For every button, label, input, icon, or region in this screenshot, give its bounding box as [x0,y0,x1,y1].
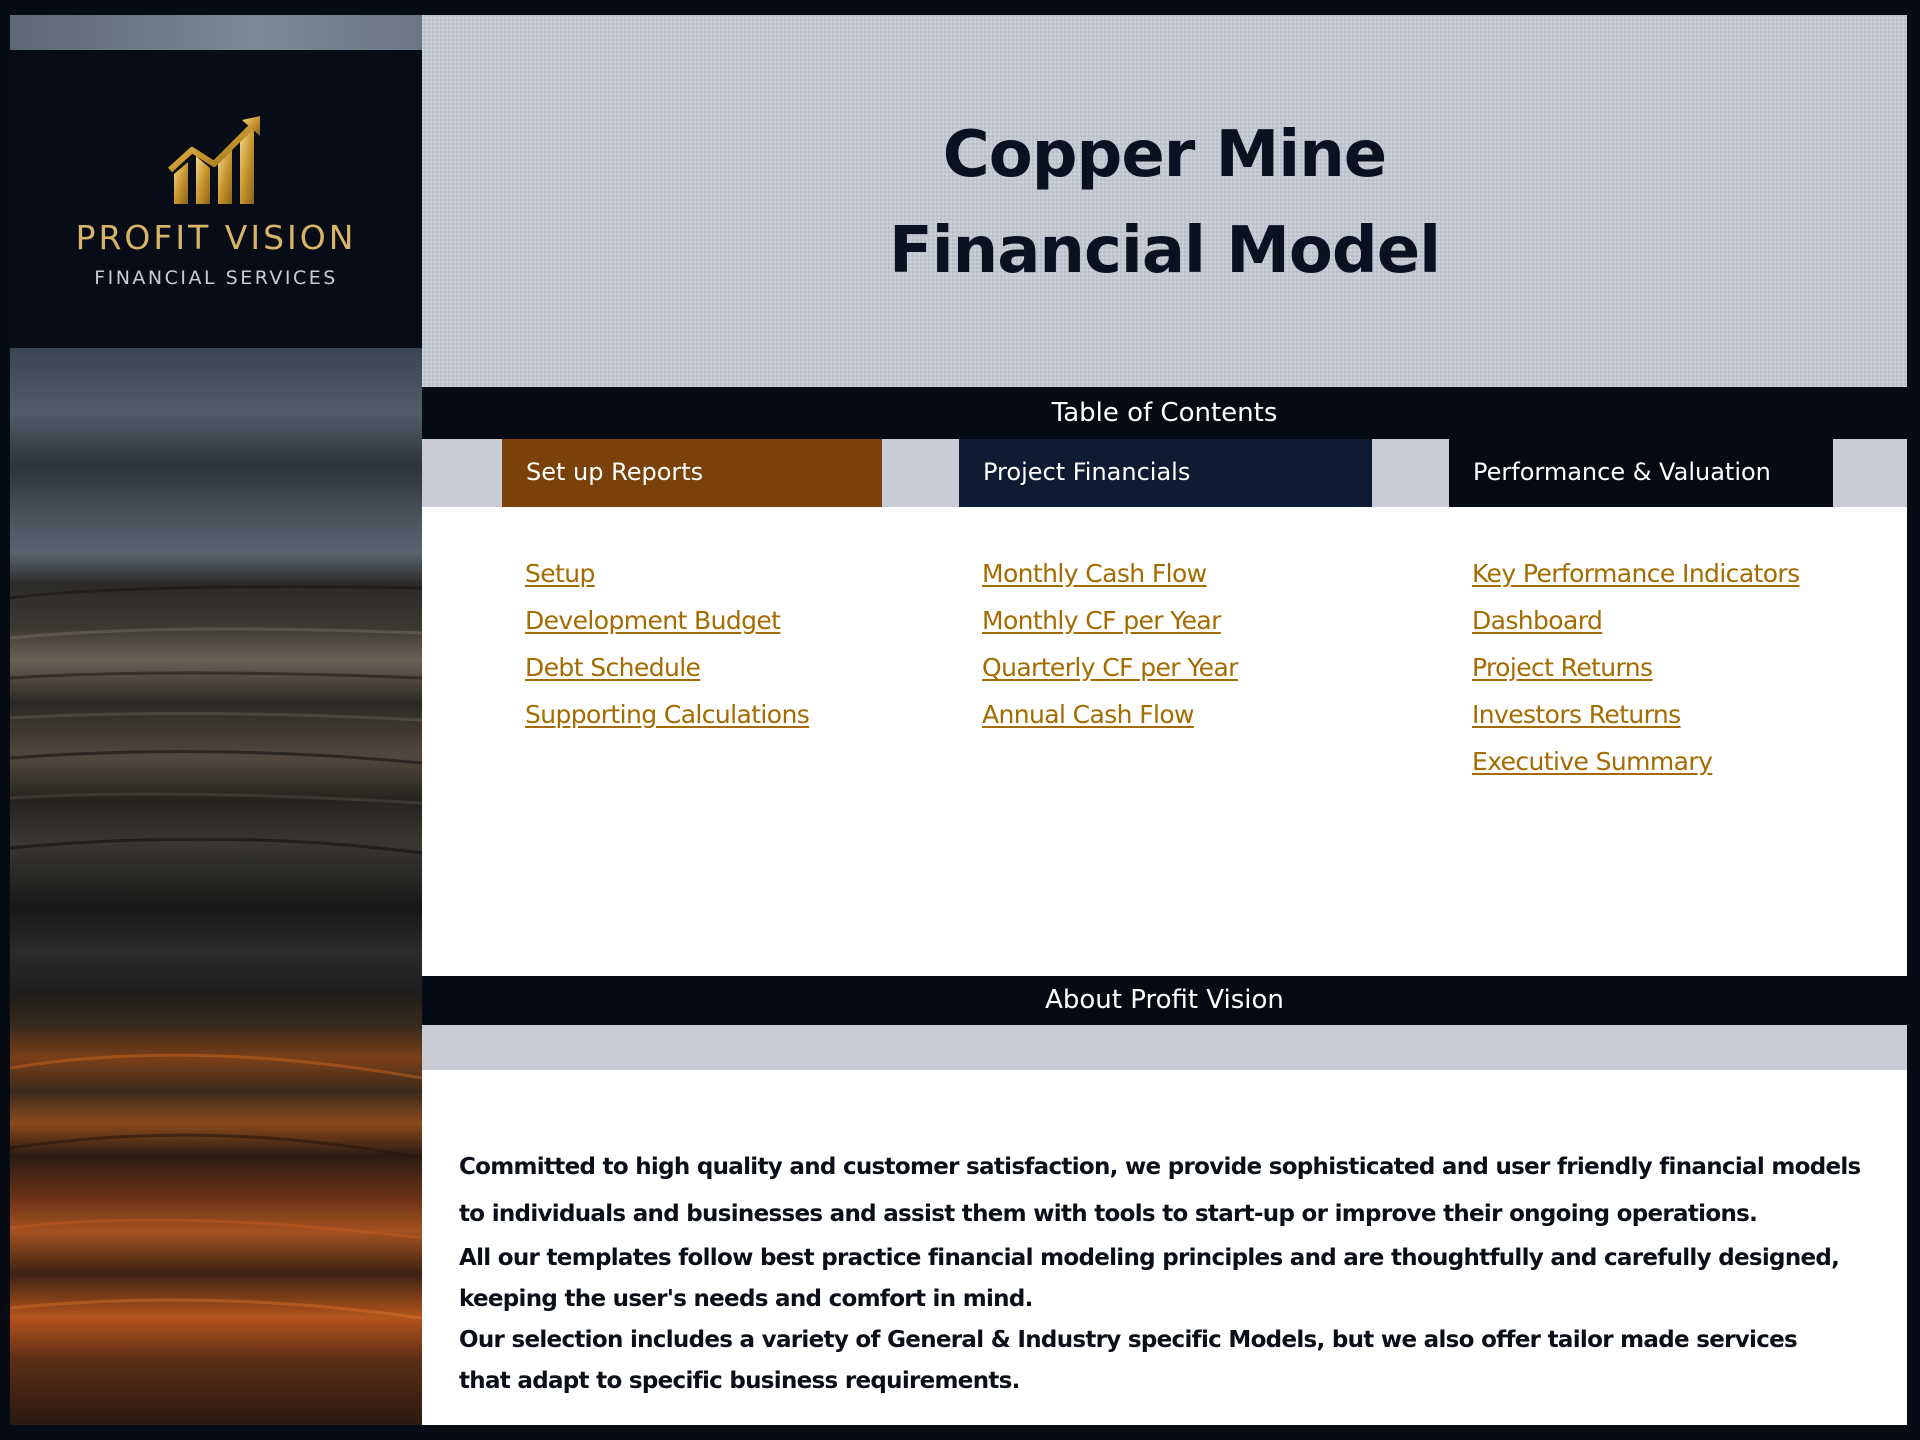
toc-links-area [422,507,1907,976]
link-monthly-cash-flow[interactable]: Monthly Cash Flow [982,559,1207,588]
link-executive-summary[interactable]: Executive Summary [1472,747,1713,776]
about-heading: About Profit Vision [422,976,1907,1025]
project-financials-links-list [982,559,1238,747]
mine-terraces-graphic [10,348,422,1425]
about-line-6: that adapt to specific business requirements. [459,1368,1020,1394]
link-monthly-cf-per-year[interactable]: Monthly CF per Year [982,606,1221,635]
brand-subtitle: FINANCIAL SERVICES [94,267,338,289]
brand-logo-block [10,50,422,348]
table-of-contents-heading: Table of Contents [422,387,1907,439]
rising-chart-icon [166,112,266,212]
about-line-4: keeping the user's needs and comfort in mind. [459,1286,1033,1312]
copper-mine-photo [10,348,422,1425]
about-line-1: Committed to high quality and customer satisfaction, we provide sophisticated and user friendly financial models [459,1154,1861,1180]
section-tab-setup-reports: Set up Reports [502,439,882,507]
sky-strip-image [10,15,422,50]
link-debt-schedule[interactable]: Debt Schedule [525,653,701,682]
about-line-3: All our templates follow best practice financial modeling principles and are thoughtfully and carefully designed, [459,1245,1840,1271]
section-tab-performance-valuation: Performance & Valuation [1449,439,1833,507]
page-title-line-2: Financial Model [888,214,1441,288]
setup-links-list [525,559,809,747]
link-quarterly-cf-per-year[interactable]: Quarterly CF per Year [982,653,1238,682]
about-text-block [422,1070,1907,1425]
performance-links-list [1472,559,1800,794]
about-divider-strip [422,1025,1907,1070]
link-investors-returns[interactable]: Investors Returns [1472,700,1681,729]
brand-name: PROFIT VISION [75,218,357,257]
left-panel [10,15,422,1425]
about-line-5: Our selection includes a variety of General & Industry specific Models, but we also offer tailor made services [459,1327,1798,1353]
link-project-returns[interactable]: Project Returns [1472,653,1653,682]
link-development-budget[interactable]: Development Budget [525,606,781,635]
link-annual-cash-flow[interactable]: Annual Cash Flow [982,700,1194,729]
link-key-performance-indicators[interactable]: Key Performance Indicators [1472,559,1800,588]
toc-section-tabs [422,439,1907,507]
section-tab-project-financials: Project Financials [959,439,1372,507]
main-panel [422,15,1907,1425]
about-line-2: to individuals and businesses and assist them with tools to start-up or improve their ongoing operations. [459,1201,1758,1227]
link-dashboard[interactable]: Dashboard [1472,606,1603,635]
title-area [422,15,1907,387]
link-supporting-calculations[interactable]: Supporting Calculations [525,700,810,729]
page-title-line-1: Copper Mine [942,118,1387,192]
link-setup[interactable]: Setup [525,559,595,588]
